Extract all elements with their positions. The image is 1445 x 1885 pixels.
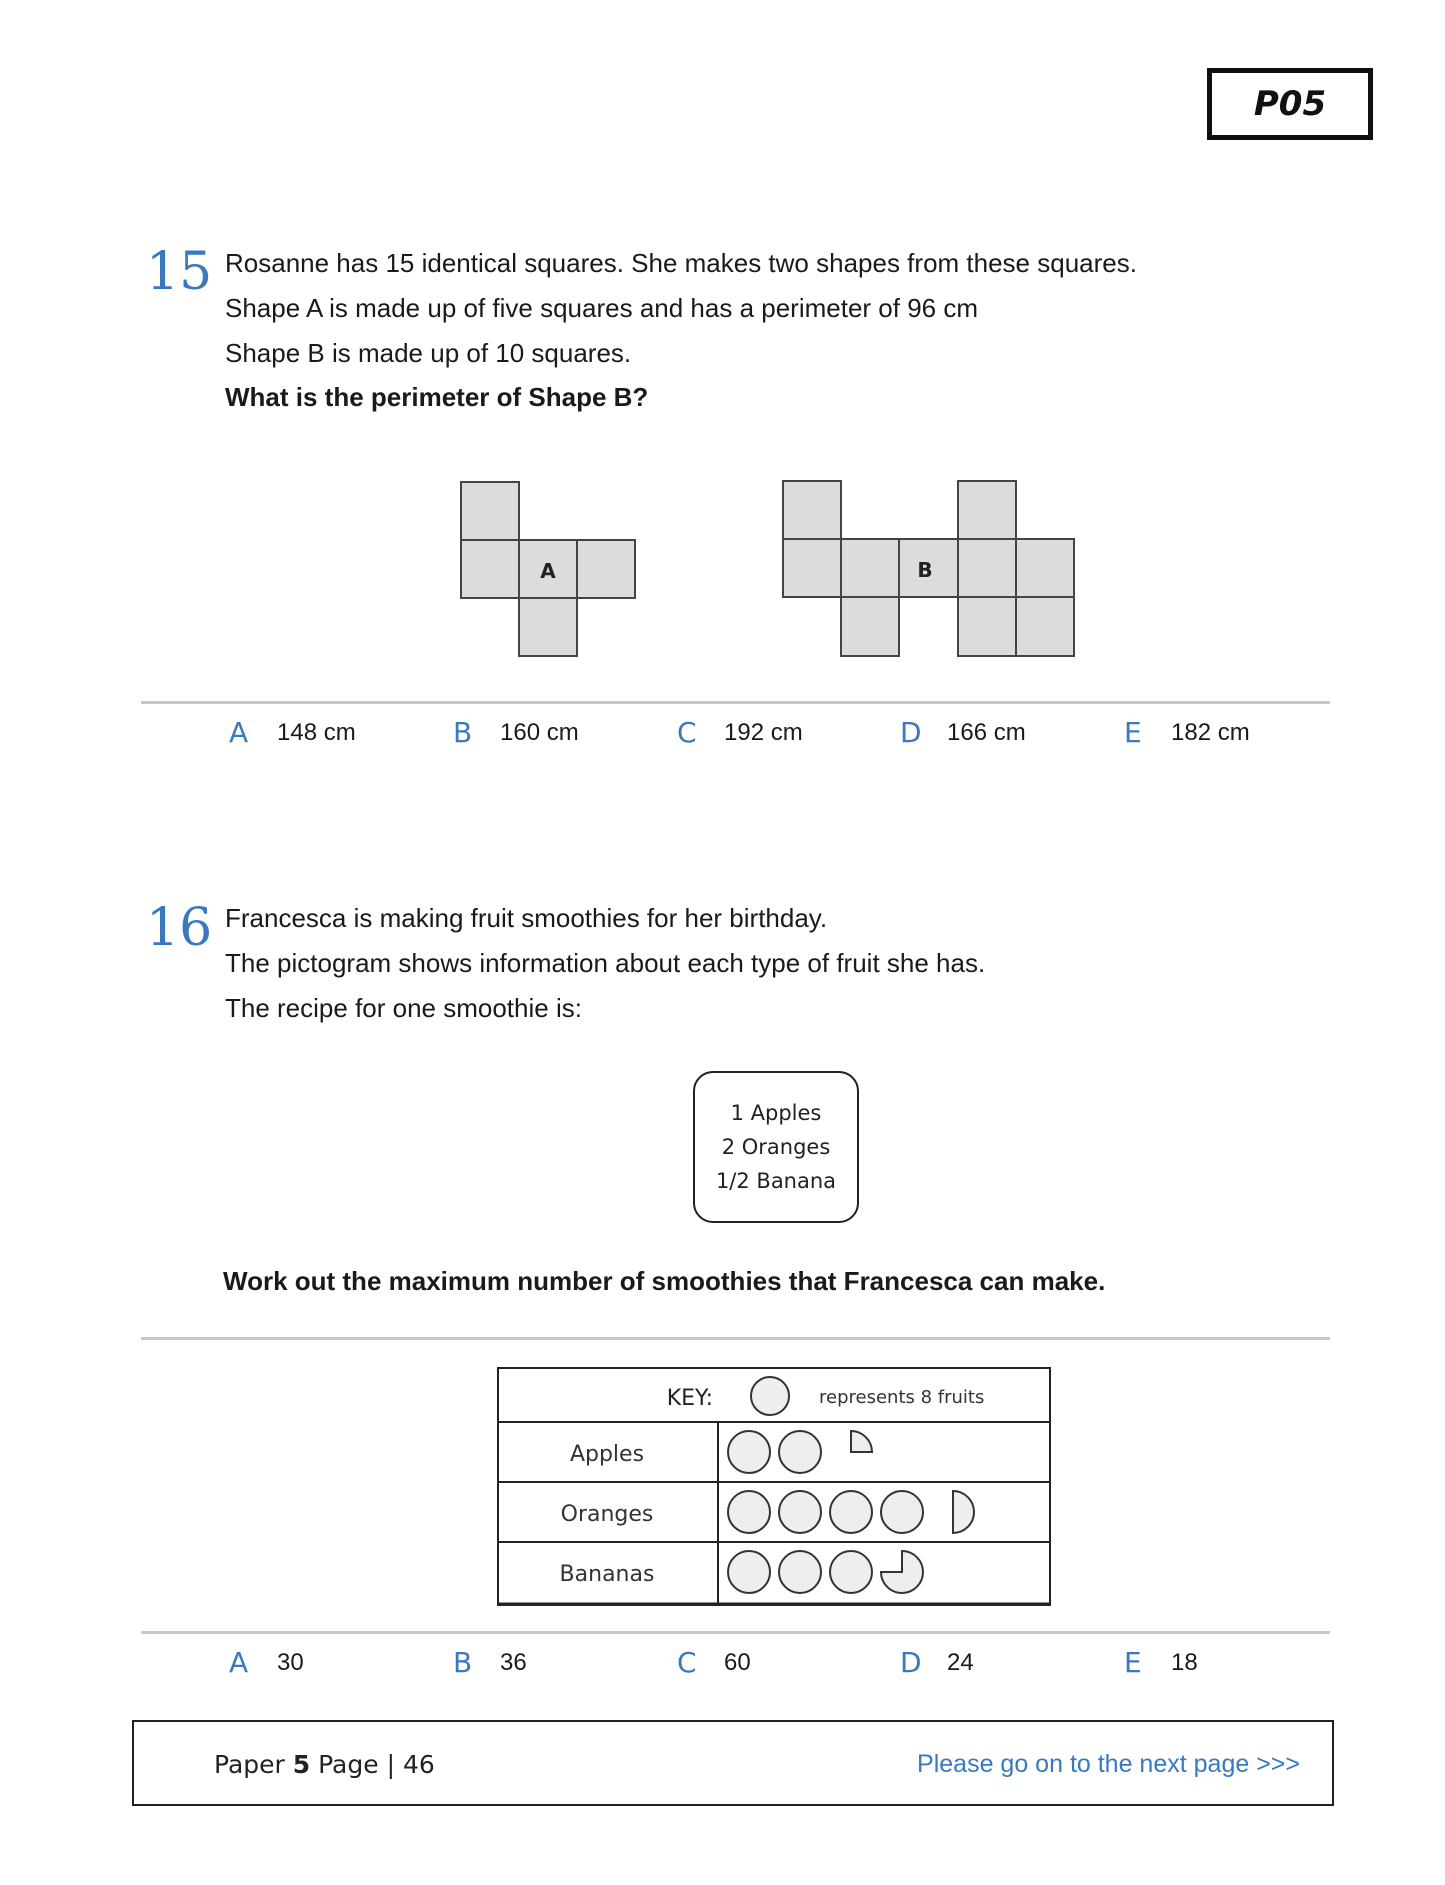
q16-line-1: Francesca is making fruit smoothies for her birthday.	[225, 903, 828, 933]
recipe-card	[693, 1071, 859, 1223]
q16-option-e-value[interactable]: 18	[1171, 1649, 1198, 1676]
q16-line-2: The pictogram shows information about each type of fruit she has.	[225, 948, 986, 978]
page-footer	[132, 1720, 1334, 1806]
pictogram-key-label: KEY:	[666, 1386, 713, 1411]
q15-question: What is the perimeter of Shape B?	[225, 382, 649, 412]
footer-page-text: Page | 46	[310, 1750, 435, 1779]
q16-divider-top	[141, 1337, 1330, 1340]
q16-option-e-letter[interactable]: E	[1124, 1646, 1142, 1679]
pictogram-key-circle-icon	[751, 1377, 789, 1415]
shape-b-label: B	[917, 558, 933, 582]
fruit-symbol-icon	[830, 1551, 872, 1593]
q16-option-b-value[interactable]: 36	[500, 1649, 527, 1676]
q15-line-2: Shape A is made up of five squares and has a perimeter of 96 cm	[225, 293, 978, 323]
q15-line-3: Shape B is made up of 10 squares.	[225, 338, 632, 368]
fruit-symbol-icon	[779, 1431, 821, 1473]
q15-divider	[141, 701, 1330, 704]
q15-option-d-letter[interactable]: D	[900, 716, 922, 749]
q16-question: Work out the maximum number of smoothies that Francesca can make.	[223, 1266, 1106, 1296]
footer-paper-page	[214, 1750, 435, 1779]
q15-option-b-value[interactable]: 160 cm	[500, 719, 579, 746]
q16-option-d-letter[interactable]: D	[900, 1646, 922, 1679]
q15-option-d-value[interactable]: 166 cm	[947, 719, 1026, 746]
q16-option-d-value[interactable]: 24	[947, 1649, 974, 1676]
q15-line-1: Rosanne has 15 identical squares. She makes two shapes from these squares.	[225, 248, 1137, 278]
q15-option-a-letter[interactable]: A	[229, 716, 249, 749]
q16-option-a-letter[interactable]: A	[229, 1646, 249, 1679]
fruit-symbol-icon	[779, 1491, 821, 1533]
q15-shapes-diagram	[0, 0, 1445, 700]
fruit-symbol-icon	[728, 1431, 770, 1473]
q15-option-c-letter[interactable]: C	[677, 716, 697, 749]
q15-option-b-letter[interactable]: B	[453, 716, 473, 749]
pictogram-key-text: represents 8 fruits	[819, 1387, 985, 1408]
pictogram-row-label-apples: Apples	[569, 1442, 645, 1467]
question-15-number: 15	[146, 242, 213, 302]
question-16-number: 16	[146, 898, 213, 958]
recipe-line-2: 2 Oranges	[721, 1135, 831, 1159]
q16-option-b-letter[interactable]: B	[453, 1646, 473, 1679]
fruit-symbol-icon	[830, 1491, 872, 1533]
q15-option-c-value[interactable]: 192 cm	[724, 719, 803, 746]
fruit-symbol-icon	[779, 1551, 821, 1593]
fruit-symbol-partial-icon	[851, 1431, 872, 1452]
q15-option-e-value[interactable]: 182 cm	[1171, 719, 1250, 746]
fruit-symbol-partial-icon	[881, 1551, 923, 1593]
q16-option-c-letter[interactable]: C	[677, 1646, 697, 1679]
q16-option-c-value[interactable]: 60	[724, 1649, 751, 1676]
fruit-symbol-icon	[728, 1491, 770, 1533]
fruit-symbol-partial-icon	[953, 1491, 974, 1533]
q16-divider-bottom	[141, 1631, 1330, 1634]
q15-option-a-value[interactable]: 148 cm	[277, 719, 356, 746]
next-page-prompt: Please go on to the next page >>>	[917, 1750, 1300, 1778]
fruit-symbol-icon	[881, 1491, 923, 1533]
shape-a-label: A	[540, 559, 556, 583]
recipe-line-3: 1/2 Banana	[715, 1169, 837, 1193]
pictogram-symbols	[728, 1431, 974, 1593]
pictogram-row-label-oranges: Oranges	[560, 1502, 654, 1527]
fruit-pictogram	[497, 1367, 1052, 1608]
q15-option-e-letter[interactable]: E	[1124, 716, 1142, 749]
footer-paper-number: 5	[292, 1750, 311, 1779]
paper-code: P05	[1253, 84, 1327, 124]
footer-paper-prefix: Paper	[214, 1750, 293, 1779]
fruit-symbol-icon	[728, 1551, 770, 1593]
pictogram-row-label-bananas: Bananas	[559, 1562, 655, 1587]
q16-option-a-value[interactable]: 30	[277, 1649, 304, 1676]
q16-line-3: The recipe for one smoothie is:	[225, 993, 582, 1023]
recipe-line-1: 1 Apples	[730, 1101, 822, 1125]
